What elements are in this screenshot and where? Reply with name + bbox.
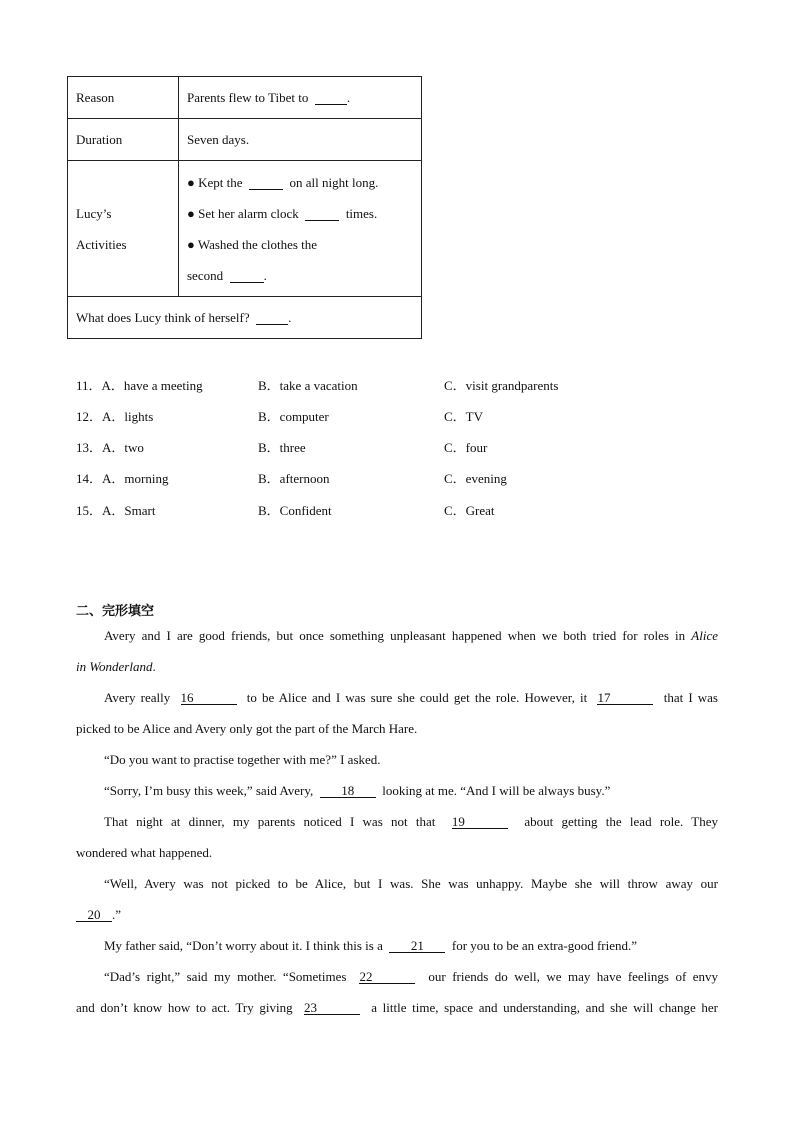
option-15-b: B．Confident — [258, 503, 332, 518]
info-table — [67, 76, 422, 339]
passage-line-8: wondered what happened. — [76, 845, 213, 860]
option-14-b: B．afternoon — [258, 471, 330, 486]
p1-end: . — [152, 659, 156, 674]
p7-a: My father said, “Don’t worry about it. I think this is a — [104, 938, 383, 953]
activity-3-cont — [187, 260, 413, 291]
reason-text: Parents flew to Tibet to — [187, 89, 309, 105]
passage-line-1 — [76, 620, 718, 651]
passage-line-7 — [76, 806, 718, 837]
option-13-b: B．three — [258, 440, 306, 455]
duration-label: Duration — [68, 119, 179, 161]
blank-question — [256, 311, 288, 325]
activities-label-line1: Lucy’s — [76, 205, 112, 221]
passage-line-12 — [76, 961, 718, 992]
blank-activity-1 — [249, 176, 283, 190]
activities-label — [68, 161, 179, 297]
cloze-passage — [76, 620, 718, 1023]
blank-19: 19 — [452, 815, 508, 829]
activity-1-end: on all night long. — [289, 174, 379, 190]
reason-period: . — [346, 89, 351, 105]
option-12-b: B．computer — [258, 409, 329, 424]
table-row-duration — [68, 119, 422, 161]
p4-a: “Sorry, I’m busy this week,” said Avery, — [104, 783, 314, 798]
option-11-c: C．visit grandparents — [444, 378, 559, 393]
blank-21: 21 — [389, 939, 445, 953]
p7-b: for you to be an extra-good friend.” — [451, 938, 638, 953]
blank-17: 17 — [597, 691, 653, 705]
blank-23: 23 — [304, 1001, 360, 1015]
p2-a: Avery really — [104, 690, 171, 705]
option-14-a: 14．A．morning — [76, 471, 169, 486]
option-12-a: 12．A．lights — [76, 409, 154, 424]
passage-line-13 — [76, 992, 718, 1023]
blank-activity-3 — [230, 269, 264, 283]
option-13-c: C．four — [444, 440, 488, 455]
activity-1 — [187, 167, 413, 198]
blank-reason — [315, 91, 347, 105]
passage-line-2 — [76, 651, 718, 682]
p4-b: looking at me. “And I will be always busy.” — [382, 783, 611, 798]
table-row-reason — [68, 77, 422, 119]
p2-b: to be Alice and I was sure she could get the role. However, it — [246, 690, 588, 705]
passage-line-9: “Well, Avery was not picked to be Alice, but I was. She was unhappy. Maybe she will throw away our — [104, 876, 718, 891]
blank-20: 20 — [76, 908, 112, 922]
p5-b: about getting the lead role. They — [524, 814, 718, 829]
passage-line-5: “Do you want to practise together with me?” I asked. — [104, 752, 381, 767]
p1-italic-wonderland: in Wonderland — [76, 659, 153, 674]
option-13-a: 13．A．two — [76, 440, 144, 455]
section-title: 二、完形填空 — [76, 604, 155, 619]
activity-2 — [187, 198, 413, 229]
p1-italic-alice: Alice — [691, 628, 718, 643]
option-15-c: C．Great — [444, 503, 495, 518]
p5-a: That night at dinner, my parents noticed I was not that — [104, 814, 436, 829]
option-14-c: C．evening — [444, 471, 507, 486]
passage-line-4: picked to be Alice and Avery only got the part of the March Hare. — [76, 721, 418, 736]
option-15-a: 15．A．Smart — [76, 503, 156, 518]
passage-line-3 — [76, 682, 718, 713]
blank-16: 16 — [181, 691, 237, 705]
activity-3-period: . — [263, 267, 267, 283]
activity-3-second: second — [187, 267, 224, 283]
blank-22: 22 — [359, 970, 415, 984]
activities-cell — [179, 161, 422, 297]
duration-text: Seven days. — [179, 119, 422, 161]
blank-18: 18 — [320, 784, 376, 798]
reason-label: Reason — [68, 77, 179, 119]
p8-a: “Dad’s right,” said my mother. “Sometimes — [104, 969, 347, 984]
activity-1-start: ● Kept the — [187, 174, 243, 190]
table-row-activities — [68, 161, 422, 297]
activity-2-end: times. — [345, 205, 378, 221]
question-text: What does Lucy think of herself? — [76, 309, 250, 325]
passage-line-11 — [76, 930, 718, 961]
p8-b: our friends do well, we may have feelings of envy — [428, 969, 719, 984]
p9-b: a little time, space and understanding, and she will change her — [371, 1000, 719, 1015]
question-cell — [68, 297, 422, 339]
blank-activity-2 — [305, 207, 339, 221]
p9-a: and don’t know how to act. Try giving — [76, 1000, 293, 1015]
passage-line-6 — [76, 775, 718, 806]
question-period: . — [288, 309, 292, 325]
p2-c: that I was — [663, 690, 718, 705]
passage-line-10 — [76, 899, 718, 930]
reason-cell — [179, 77, 422, 119]
activities-label-line2: Activities — [76, 236, 127, 252]
option-12-c: C．TV — [444, 409, 484, 424]
activity-3: ● Washed the clothes the — [187, 236, 318, 252]
option-11-b: B．take a vacation — [258, 378, 358, 393]
table-row-question — [68, 297, 422, 339]
p1-text: Avery and I are good friends, but once something unpleasant happened when we both tried for roles in — [104, 628, 692, 643]
p6-end: .” — [112, 907, 122, 922]
option-11-a: 11．A．have a meeting — [76, 378, 203, 393]
activity-2-start: ● Set her alarm clock — [187, 205, 299, 221]
